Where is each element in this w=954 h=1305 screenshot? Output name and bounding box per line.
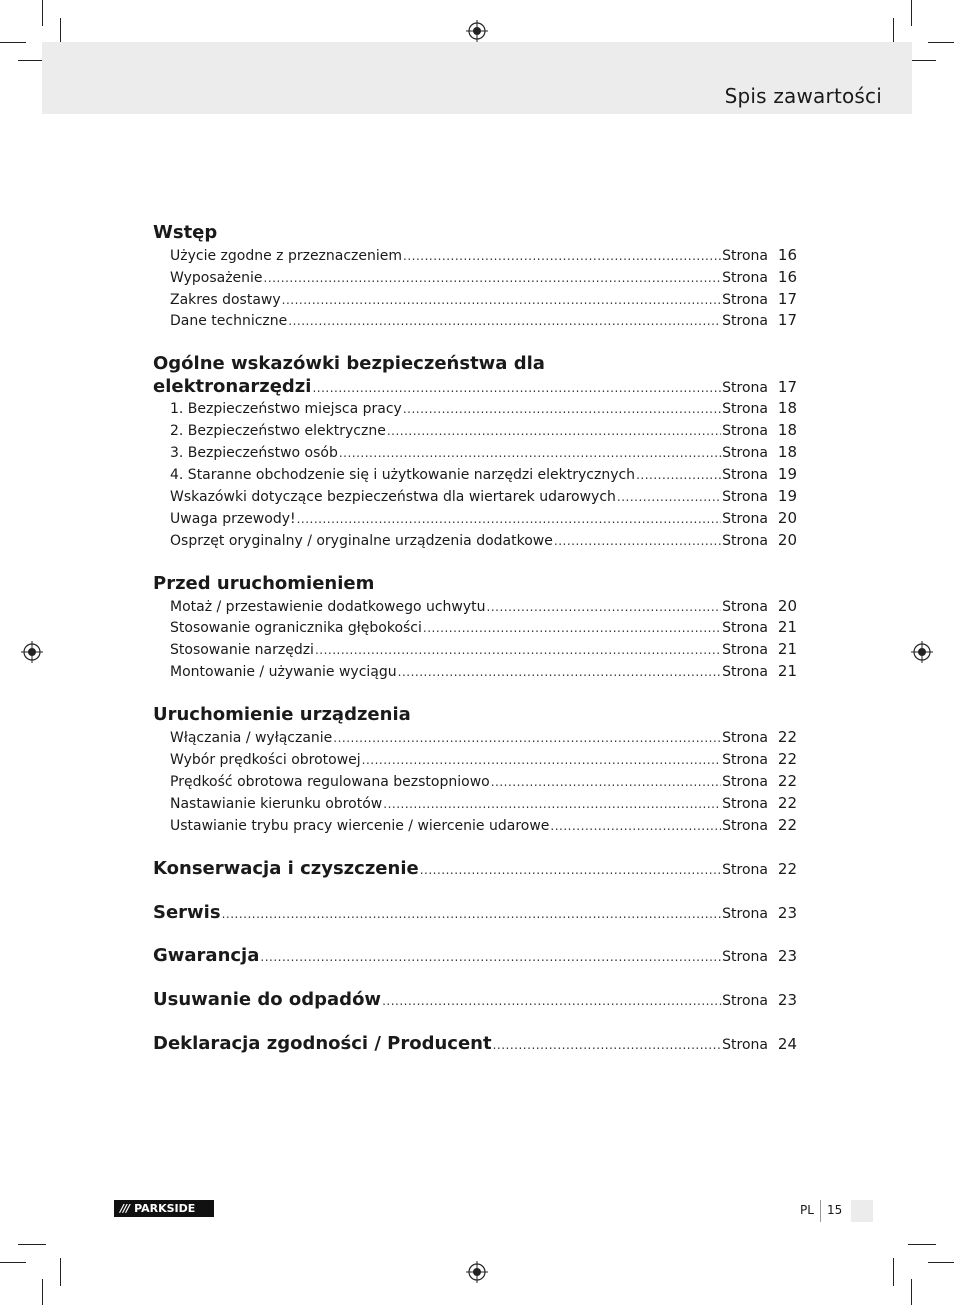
dot-leader — [636, 468, 721, 482]
registration-mark-icon — [911, 641, 933, 663]
dot-leader — [493, 1038, 722, 1052]
dot-leader — [264, 271, 722, 285]
crop-mark — [60, 1258, 61, 1286]
section-title: Wstęp — [153, 222, 218, 243]
toc-main-entry[interactable] — [153, 376, 797, 396]
dot-leader — [297, 512, 722, 526]
toc-entry-label: 2. Bezpieczeństwo elektryczne — [170, 423, 386, 439]
language-code: PL — [800, 1203, 814, 1217]
toc-entry[interactable] — [170, 421, 797, 441]
toc-entry-label: elektronarzędzi — [153, 376, 312, 397]
toc-entry[interactable] — [170, 597, 797, 617]
toc-entry-label: Uwaga przewody! — [170, 511, 296, 527]
toc-entry-label: Stosowanie ogranicznika głębokości — [170, 620, 422, 636]
toc-entry-strona: Strona — [722, 620, 768, 636]
toc-entry-strona: Strona — [722, 423, 768, 439]
crop-mark — [0, 42, 26, 43]
crop-mark — [908, 1244, 936, 1245]
dot-leader — [260, 950, 721, 964]
toc-entry-strona: Strona — [722, 664, 768, 680]
toc-entry[interactable] — [170, 487, 797, 507]
logo-text: PARKSIDE — [134, 1202, 196, 1215]
dot-leader — [420, 863, 721, 877]
toc-entry[interactable] — [170, 290, 797, 310]
toc-entry-label: Zakres dostawy — [170, 292, 281, 308]
section-title: Uruchomienie urządzenia — [153, 704, 411, 725]
toc-entry-page: 20 — [777, 531, 797, 549]
toc-entry-page: 23 — [777, 947, 797, 965]
toc-entry-page: 16 — [777, 268, 797, 286]
crop-mark — [911, 1279, 912, 1305]
toc-entry[interactable] — [170, 728, 797, 748]
toc-entry-page: 19 — [777, 465, 797, 483]
dot-leader — [288, 314, 721, 328]
section-title: Przed uruchomieniem — [153, 573, 375, 594]
toc-entry[interactable] — [170, 750, 797, 770]
toc-entry-strona: Strona — [722, 599, 768, 615]
toc-entry-page: 20 — [777, 597, 797, 615]
parkside-logo — [114, 1200, 214, 1217]
toc-entry-strona: Strona — [722, 467, 768, 483]
toc-entry-page: 17 — [777, 311, 797, 329]
toc-entry-label: Prędkość obrotowa regulowana bezstopniowo — [170, 774, 490, 790]
toc-entry[interactable] — [170, 794, 797, 814]
dot-leader — [554, 534, 721, 548]
toc-entry[interactable] — [170, 311, 797, 331]
dot-leader — [487, 600, 722, 614]
crop-mark — [42, 1279, 43, 1305]
toc-entry-page: 16 — [777, 246, 797, 264]
toc-entry-label: Gwarancja — [153, 945, 260, 966]
toc-entry-label: Deklaracja zgodności / Producent — [153, 1033, 492, 1054]
crop-mark — [42, 0, 43, 26]
toc-entry-strona: Strona — [722, 489, 768, 505]
toc-entry-label: Montowanie / używanie wyciągu — [170, 664, 397, 680]
toc-entry-strona: Strona — [722, 752, 768, 768]
dot-leader — [550, 819, 721, 833]
toc-entry-strona: Strona — [722, 401, 768, 417]
toc-entry-page: 22 — [777, 860, 797, 878]
crop-mark — [928, 1262, 954, 1263]
toc-entry-label: Wyposażenie — [170, 270, 263, 286]
crop-mark — [0, 1262, 26, 1263]
page-title: Spis zawartości — [724, 84, 882, 108]
toc-main-entry[interactable] — [153, 858, 797, 878]
crop-mark — [18, 1244, 46, 1245]
toc-entry-page: 21 — [777, 662, 797, 680]
toc-entry[interactable] — [170, 399, 797, 419]
toc-entry-page: 21 — [777, 618, 797, 636]
dot-leader — [382, 994, 721, 1008]
toc-entry-label: Wskazówki dotyczące bezpieczeństwa dla wiertarek udarowych — [170, 489, 616, 505]
dot-leader — [403, 402, 721, 416]
toc-entry-page: 22 — [777, 728, 797, 746]
toc-entry-label: Serwis — [153, 902, 221, 923]
toc-entry[interactable] — [170, 531, 797, 551]
toc-entry-strona: Strona — [722, 949, 768, 965]
toc-entry-page: 22 — [777, 750, 797, 768]
toc-entry-strona: Strona — [722, 993, 768, 1009]
dot-leader — [403, 249, 721, 263]
dot-leader — [362, 753, 721, 767]
toc-entry-strona: Strona — [722, 796, 768, 812]
dot-leader — [333, 731, 721, 745]
toc-entry-strona: Strona — [722, 270, 768, 286]
toc-entry-label: Stosowanie narzędzi — [170, 642, 314, 658]
toc-entry[interactable] — [170, 268, 797, 288]
toc-main-entry[interactable] — [153, 989, 797, 1009]
registration-mark-icon — [466, 1261, 488, 1283]
toc-entry-strona: Strona — [722, 292, 768, 308]
toc-entry-page: 24 — [777, 1035, 797, 1053]
toc-entry-page: 19 — [777, 487, 797, 505]
toc-entry-page: 18 — [777, 421, 797, 439]
toc-entry-label: Konserwacja i czyszczenie — [153, 858, 419, 879]
toc-entry-page: 17 — [777, 378, 797, 396]
section-title: Ogólne wskazówki bezpieczeństwa dla — [153, 353, 545, 374]
toc-entry-label: Dane techniczne — [170, 313, 288, 329]
toc-entry-label: Osprzęt oryginalny / oryginalne urządzenia dodatkowe — [170, 533, 553, 549]
toc-entry-strona: Strona — [722, 511, 768, 527]
toc-entry-page: 18 — [777, 399, 797, 417]
dot-leader — [491, 775, 721, 789]
toc-entry-strona: Strona — [722, 445, 768, 461]
crop-mark — [928, 42, 954, 43]
footer-tab — [851, 1200, 873, 1222]
toc-entry-strona: Strona — [722, 642, 768, 658]
registration-mark-icon — [21, 641, 43, 663]
toc-entry[interactable] — [170, 772, 797, 792]
toc-entry[interactable] — [170, 465, 797, 485]
dot-leader — [312, 381, 721, 395]
footer-divider — [820, 1200, 821, 1222]
dot-leader — [617, 490, 721, 504]
toc-entry-strona: Strona — [722, 313, 768, 329]
toc-entry-label: Wybór prędkości obrotowej — [170, 752, 361, 768]
toc-entry-label: 4. Staranne obchodzenie się i użytkowanie narzędzi elektrycznych — [170, 467, 636, 483]
crop-mark — [908, 60, 936, 61]
page-number: 15 — [827, 1203, 843, 1217]
dot-leader — [282, 293, 722, 307]
dot-leader — [222, 907, 722, 921]
toc-main-entry[interactable] — [153, 902, 797, 922]
toc-entry-strona: Strona — [722, 906, 768, 922]
toc-entry[interactable] — [170, 640, 797, 660]
toc-entry-page: 23 — [777, 991, 797, 1009]
toc-entry-strona: Strona — [722, 818, 768, 834]
toc-entry[interactable] — [170, 509, 797, 529]
toc-main-entry[interactable] — [153, 945, 797, 965]
toc-entry-strona: Strona — [722, 862, 768, 878]
crop-mark — [893, 1258, 894, 1286]
toc-main-entry[interactable] — [153, 1033, 797, 1053]
toc-entry-strona: Strona — [722, 533, 768, 549]
toc-entry[interactable] — [170, 662, 797, 682]
toc-entry-label: Ustawianie trybu pracy wiercenie / wiercenie udarowe — [170, 818, 550, 834]
dot-leader — [339, 446, 721, 460]
dot-leader — [398, 665, 722, 679]
toc-entry-page: 17 — [777, 290, 797, 308]
toc-entry[interactable] — [170, 246, 797, 266]
toc-entry-page: 21 — [777, 640, 797, 658]
toc-entry-strona: Strona — [722, 248, 768, 264]
toc-entry-page: 22 — [777, 772, 797, 790]
dot-leader — [387, 424, 721, 438]
toc-entry-label: Usuwanie do odpadów — [153, 989, 382, 1010]
toc-entry-page: 22 — [777, 816, 797, 834]
toc-entry[interactable] — [170, 816, 797, 836]
toc-entry-label: Nastawianie kierunku obrotów — [170, 796, 383, 812]
dot-leader — [423, 621, 721, 635]
logo-stripes: /// — [120, 1202, 130, 1215]
toc-entry-strona: Strona — [722, 774, 768, 790]
toc-entry-strona: Strona — [722, 380, 768, 396]
toc-entry-label: 3. Bezpieczeństwo osób — [170, 445, 338, 461]
toc-entry[interactable] — [170, 443, 797, 463]
toc-entry-label: 1. Bezpieczeństwo miejsca pracy — [170, 401, 402, 417]
toc-entry-page: 23 — [777, 904, 797, 922]
toc-entry-label: Użycie zgodne z przeznaczeniem — [170, 248, 403, 264]
registration-mark-icon — [466, 20, 488, 42]
toc-entry-page: 22 — [777, 794, 797, 812]
crop-mark — [911, 0, 912, 26]
dot-leader — [383, 797, 721, 811]
toc-entry-strona: Strona — [722, 730, 768, 746]
toc-entry-strona: Strona — [722, 1037, 768, 1053]
dot-leader — [315, 643, 721, 657]
toc-entry[interactable] — [170, 618, 797, 638]
toc-entry-page: 18 — [777, 443, 797, 461]
toc-entry-label: Włączania / wyłączanie — [170, 730, 333, 746]
toc-entry-page: 20 — [777, 509, 797, 527]
toc-entry-label: Motaż / przestawienie dodatkowego uchwytu — [170, 599, 486, 615]
